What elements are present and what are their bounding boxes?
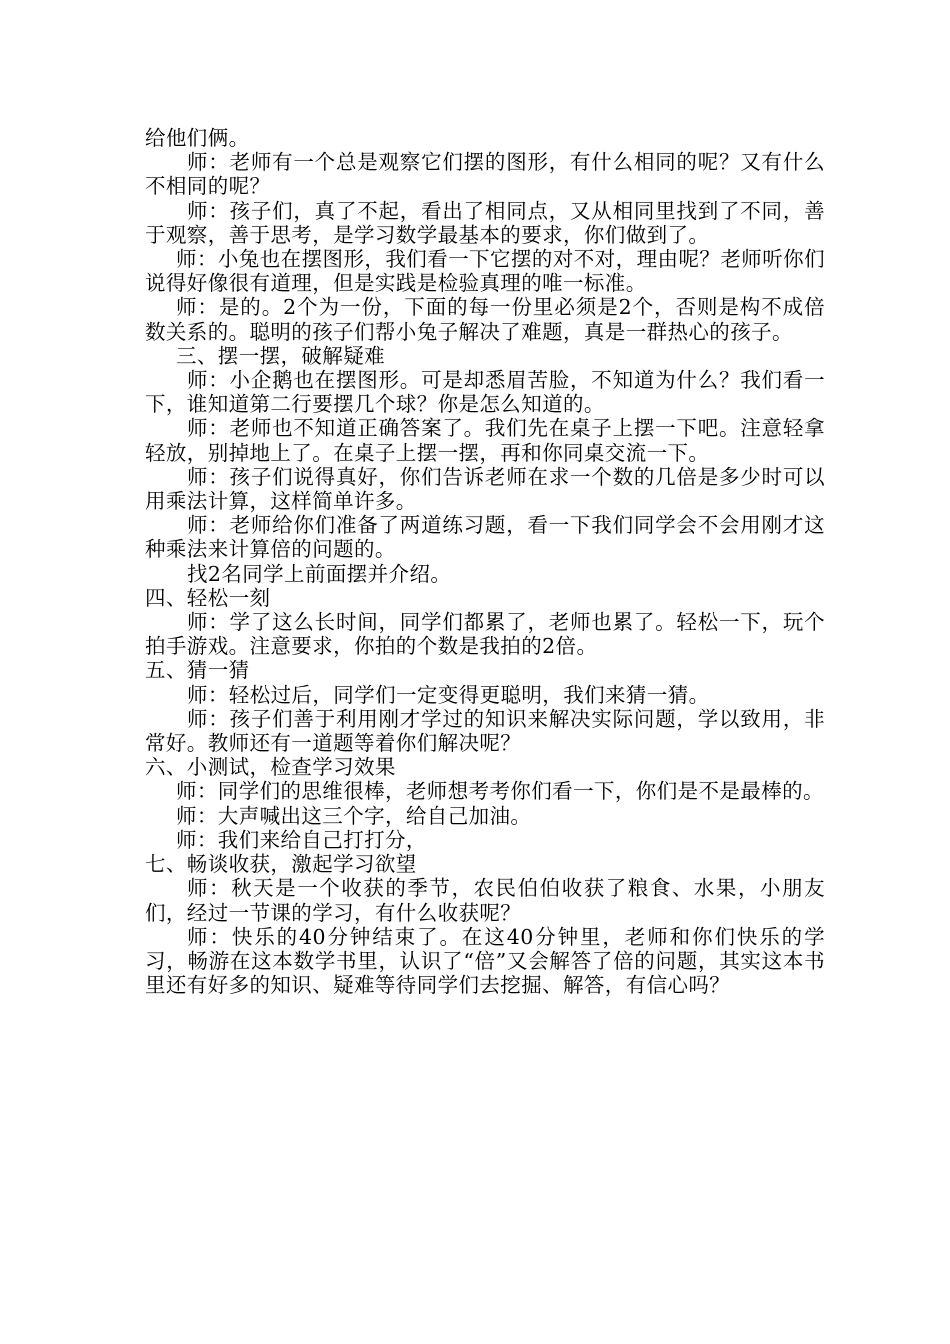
- paragraph-22: 师：快乐的40分钟结束了。在这40分钟里，老师和你们快乐的学习，畅游在这本数学书里，认识了“倍”又会解答了倍的问题，其实这本书里还有好多的知识、疑难等待同学们去挖掘、解答，有信心吗？: [145, 924, 825, 998]
- paragraph-2: 师：孩子们，真了不起，看出了相同点，又从相同里找到了不同，善于观察，善于思考，是学习数学最基本的要求，你们做到了。: [145, 198, 825, 247]
- paragraph-6: 师：小企鹅也在摆图形。可是却悉眉苦脸，不知道为什么？我们看一下，谁知道第二行要摆几个球？你是怎么知道的。: [145, 368, 825, 417]
- section-heading-6: 六、小测试，检查学习效果: [145, 755, 396, 780]
- paragraph-19: 师：我们来给自己打打分，: [176, 827, 427, 852]
- paragraph-8: 师：孩子们说得真好，你们告诉老师在求一个数的几倍是多少时可以用乘法计算，这样简单许多。: [145, 464, 825, 514]
- paragraph-15: 师：孩子们善于利用刚才学过的知识来解决实际问题，学以致用，非常好。教师还有一道题等着你们解决呢？: [145, 706, 825, 756]
- section-heading-3: 三、摆一摆，破解疑难: [176, 343, 385, 368]
- document-body: [145, 126, 825, 997]
- paragraph-18: 师：大声喊出这三个字，给自己加油。: [176, 803, 532, 828]
- paragraph-7: 师：老师也不知道正确答案了。我们先在桌子上摆一下吧。注意轻拿轻放，别掉地上了。在桌子上摆一摆，再和你同桌交流一下。: [145, 416, 825, 465]
- paragraph-12: 师：学了这么长时间，同学们都累了，老师也累了。轻松一下，玩个拍手游戏。注意要求，你拍的个数是我拍的2倍。: [145, 610, 825, 659]
- paragraph-9: 师：老师给你们准备了两道练习题，看一下我们同学会不会用刚才这种乘法来计算倍的问题的。: [145, 513, 825, 562]
- paragraph-1: 师：老师有一个总是观察它们摆的图形，有什么相同的呢？又有什么不相同的呢？: [145, 150, 825, 199]
- section-heading-4: 四、轻松一刻: [145, 585, 271, 610]
- paragraph-0: 给他们俩。: [145, 126, 250, 150]
- paragraph-17: 师：同学们的思维很棒，老师想考考你们看一下，你们是不是最棒的。: [176, 779, 824, 804]
- paragraph-4: 师：是的。2个为一份，下面的每一份里必须是2个，否则是构不成倍数关系的。聪明的孩子们帮小兔子解决了难题，真是一群热心的孩子。: [145, 295, 825, 344]
- section-heading-5: 五、猜一猜: [145, 658, 250, 683]
- paragraph-10: 找2名同学上前面摆并介绍。: [187, 561, 452, 586]
- paragraph-3: 师：小兔也在摆图形，我们看一下它摆的对不对，理由呢？老师听你们说得好像很有道理，但是实践是检验真理的唯一标准。: [145, 247, 825, 296]
- section-heading-7: 七、畅谈收获，激起学习欲望: [145, 852, 417, 877]
- paragraph-14: 师：轻松过后，同学们一定变得更聪明，我们来猜一猜。: [187, 682, 710, 707]
- paragraph-21: 师：秋天是一个收获的季节，农民伯伯收获了粮食、水果，小朋友们，经过一节课的学习，有什么收获呢？: [145, 876, 825, 925]
